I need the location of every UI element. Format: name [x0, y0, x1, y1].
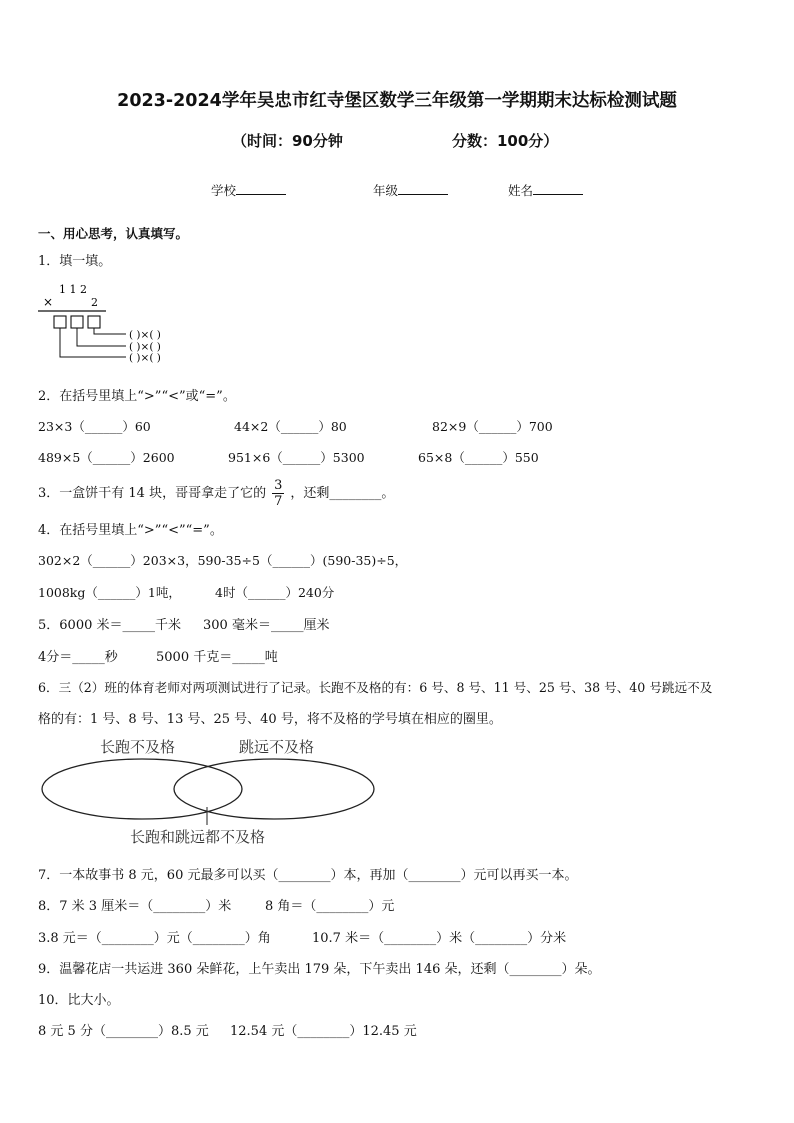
connector-hundreds	[60, 328, 126, 357]
q2-item-5[interactable]: 951×6（______）5300	[228, 450, 365, 465]
venn-bottom-label: 长跑和跳远都不及格	[130, 828, 266, 846]
q3-text-before: 3．一盒饼干有 14 块，哥哥拿走了它的	[38, 486, 267, 501]
connector-tens	[77, 328, 126, 346]
q2-item-3[interactable]: 82×9（______）700	[432, 419, 553, 434]
product-row-2[interactable]: ( )×( )	[129, 341, 161, 353]
bottom-digit: 2	[91, 296, 98, 309]
q8-line-2a[interactable]: 3.8 元＝（________）元（________）角	[38, 931, 271, 946]
venn-right-circle[interactable]	[174, 759, 374, 819]
q4-line-1[interactable]: 302×2（______）203×3，590-35÷5（______）(590-35)÷5，	[38, 553, 408, 568]
q5-line-2a[interactable]: 4分＝_____秒	[38, 650, 118, 665]
q10-item-b[interactable]: 12.54 元（________）12.45 元	[230, 1024, 417, 1039]
q3-text-after[interactable]: ，还剩________。	[290, 486, 395, 501]
school-field[interactable]	[211, 181, 286, 199]
grade-blank[interactable]	[398, 182, 448, 195]
fraction-numerator: 3	[274, 478, 283, 493]
fraction-denominator: 7	[274, 494, 283, 509]
fraction-three-sevenths	[272, 478, 284, 509]
q8-line-1a[interactable]: 8．7 米 3 厘米＝（________）米	[38, 899, 232, 914]
section-heading: 一、用心思考，认真填写。	[38, 226, 189, 241]
name-field[interactable]	[508, 181, 583, 199]
question-4: 4．在括号里填上“>”“<”“=”。	[38, 523, 223, 538]
school-blank[interactable]	[236, 182, 286, 195]
question-1: 1．填一填。	[38, 254, 112, 269]
q5-line-1b[interactable]: 300 毫米＝_____厘米	[203, 618, 330, 633]
venn-left-circle[interactable]	[42, 759, 242, 819]
digit-box-hundreds[interactable]	[54, 316, 66, 328]
question-3[interactable]	[38, 474, 394, 514]
q2-item-4[interactable]: 489×5（______）2600	[38, 450, 175, 465]
top-digits: 1 1 2	[59, 283, 87, 296]
q4-line-2a[interactable]: 1008kg（______）1吨，	[38, 585, 181, 600]
venn-left-label: 长跑不及格	[100, 738, 176, 756]
q2-item-1[interactable]: 23×3（______）60	[38, 419, 151, 434]
q4-line-2b[interactable]: 4时（______）240分	[215, 585, 335, 600]
q6-line-1: 6．三（2）班的体育老师对两项测试进行了记录。长跑不及格的有：6 号、8 号、11 号、25 号、38 号、40 号跳远不及	[38, 680, 713, 695]
digit-box-tens[interactable]	[71, 316, 83, 328]
q8-line-2b[interactable]: 10.7 米＝（________）米（________）分米	[312, 931, 567, 946]
q10-item-a[interactable]: 8 元 5 分（________）8.5 元	[38, 1024, 209, 1039]
name-label: 姓名	[508, 183, 534, 198]
q5-line-2b[interactable]: 5000 千克＝_____吨	[156, 650, 278, 665]
question-7[interactable]: 7．一本故事书 8 元，60 元最多可以买（________）本，再加（________）元可以再买一本。	[38, 868, 578, 883]
multiplication-diagram	[36, 280, 236, 368]
digit-box-ones[interactable]	[88, 316, 100, 328]
q6-line-2: 格的有：1 号、8 号、13 号、25 号、40 号，将不及格的学号填在相应的圈里。	[38, 712, 502, 727]
question-10: 10．比大小。	[38, 993, 120, 1008]
q8-line-1b[interactable]: 8 角＝（________）元	[265, 899, 395, 914]
product-row-1[interactable]: ( )×( )	[129, 329, 161, 341]
exam-score: 分数：100分）	[452, 132, 559, 150]
product-row-3[interactable]: ( )×( )	[129, 352, 161, 364]
q2-item-2[interactable]: 44×2（______）80	[234, 419, 347, 434]
question-9[interactable]: 9．温馨花店一共运进 360 朵鲜花，上午卖出 179 朵，下午卖出 146 朵，还剩（________）朵。	[38, 962, 601, 977]
grade-label: 年级	[373, 183, 399, 198]
times-sign: ×	[43, 295, 54, 309]
question-2: 2．在括号里填上“>”“<”或“=”。	[38, 389, 236, 404]
q5-line-1a[interactable]: 5．6000 米＝_____千米	[38, 618, 181, 633]
page-title: 2023-2024学年吴忠市红寺堡区数学三年级第一学期期末达标检测试题	[117, 91, 677, 111]
grade-field[interactable]	[373, 181, 448, 199]
name-blank[interactable]	[533, 182, 583, 195]
venn-diagram	[30, 733, 390, 851]
exam-time: （时间：90分钟	[232, 132, 343, 150]
q2-item-6[interactable]: 65×8（______）550	[418, 450, 539, 465]
school-label: 学校	[211, 183, 237, 198]
venn-right-label: 跳远不及格	[239, 738, 315, 756]
connector-ones	[94, 328, 126, 334]
